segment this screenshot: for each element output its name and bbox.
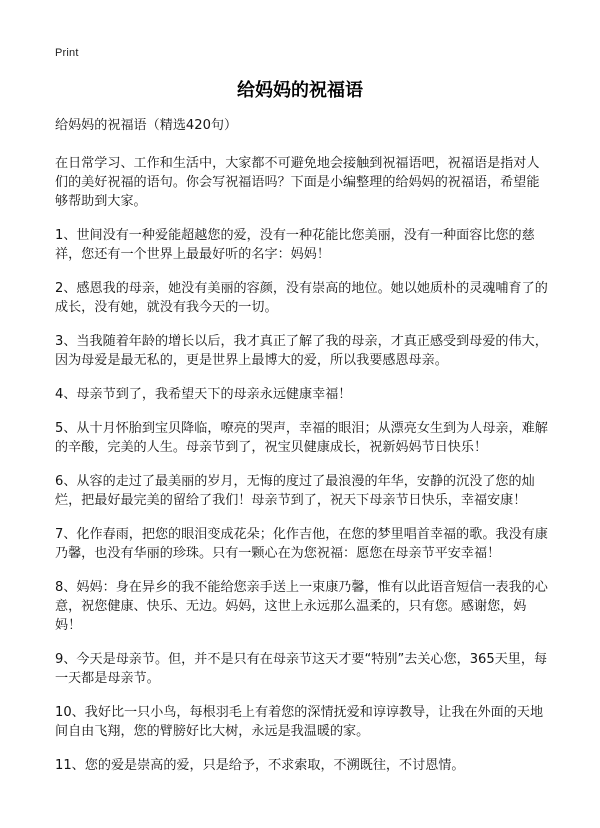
page-title: 给妈妈的祝福语	[237, 80, 363, 101]
blessing-paragraph-9: 9、今天是母亲节。但，并不是只有在母亲节这天才要“特别”去关心您，365天里，每一天都是母亲节。	[55, 652, 548, 686]
blessing-paragraph-11: 11、您的爱是崇高的爱，只是给予，不求索取，不溯既往，不讨恩情。	[55, 758, 465, 773]
blessing-paragraph-6: 6、从容的走过了最美丽的岁月，无悔的度过了最浪漫的年华，安静的沉没了您的灿烂，把最好最完美的留给了我们！母亲节到了，祝天下母亲节日快乐，幸福安康！	[55, 474, 535, 508]
blessing-paragraph-4: 4、母亲节到了，我希望天下的母亲永远健康幸福！	[55, 387, 352, 402]
blessing-paragraph-8: 8、妈妈：身在异乡的我不能给您亲手送上一束康乃馨，惟有以此语音短信一表我的心意，祝您健康、快乐、无边。妈妈，这世上永远那么温柔的，只有您。感谢您，妈妈！	[55, 580, 548, 633]
blessing-paragraph-5: 5、从十月怀胎到宝贝降临，嘹亮的哭声，幸福的眼泪；从漂亮女生到为人母亲，难解的辛酸，完美的人生。母亲节到了，祝宝贝健康成长，祝新妈妈节日快乐！	[55, 421, 548, 455]
blessing-paragraph-10: 10、我好比一只小鸟，每根羽毛上有着您的深情抚爱和谆谆教导，让我在外面的天地间自由飞翔，您的臂膀好比大树，永远是我温暖的家。	[55, 705, 544, 739]
blessing-paragraph-2: 2、感恩我的母亲，她没有美丽的容颜，没有崇高的地位。她以她质朴的灵魂哺育了的成长，没有她，就没有我今天的一切。	[55, 281, 548, 315]
article-subtitle: 给妈妈的祝福语（精选420句）	[55, 118, 238, 133]
blessing-paragraph-1: 1、世间没有一种爱能超越您的爱，没有一种花能比您美丽，没有一种面容比您的慈祥，您还有一个世界上最最好听的名字：妈妈！	[55, 228, 535, 262]
blessing-paragraph-3: 3、当我随着年龄的增长以后，我才真正了解了我的母亲，才真正感受到母爱的伟大，因为母爱是最无私的，更是世界上最博大的爱，所以我要感恩母亲。	[55, 334, 548, 368]
blessing-paragraph-7: 7、化作春雨，把您的眼泪变成花朵；化作吉他，在您的梦里唱首幸福的歌。我没有康乃馨，也没有华丽的珍珠。只有一颗心在为您祝福：愿您在母亲节平安幸福！	[55, 527, 548, 561]
article-body	[55, 116, 550, 790]
article-intro: 在日常学习、工作和生活中，大家都不可避免地会接触到祝福语吧，祝福语是指对人们的美好祝福的语句。你会写祝福语吗？下面是小编整理的给妈妈的祝福语，希望能够帮助到大家。	[55, 156, 540, 209]
print-link[interactable]: Print	[55, 47, 79, 59]
